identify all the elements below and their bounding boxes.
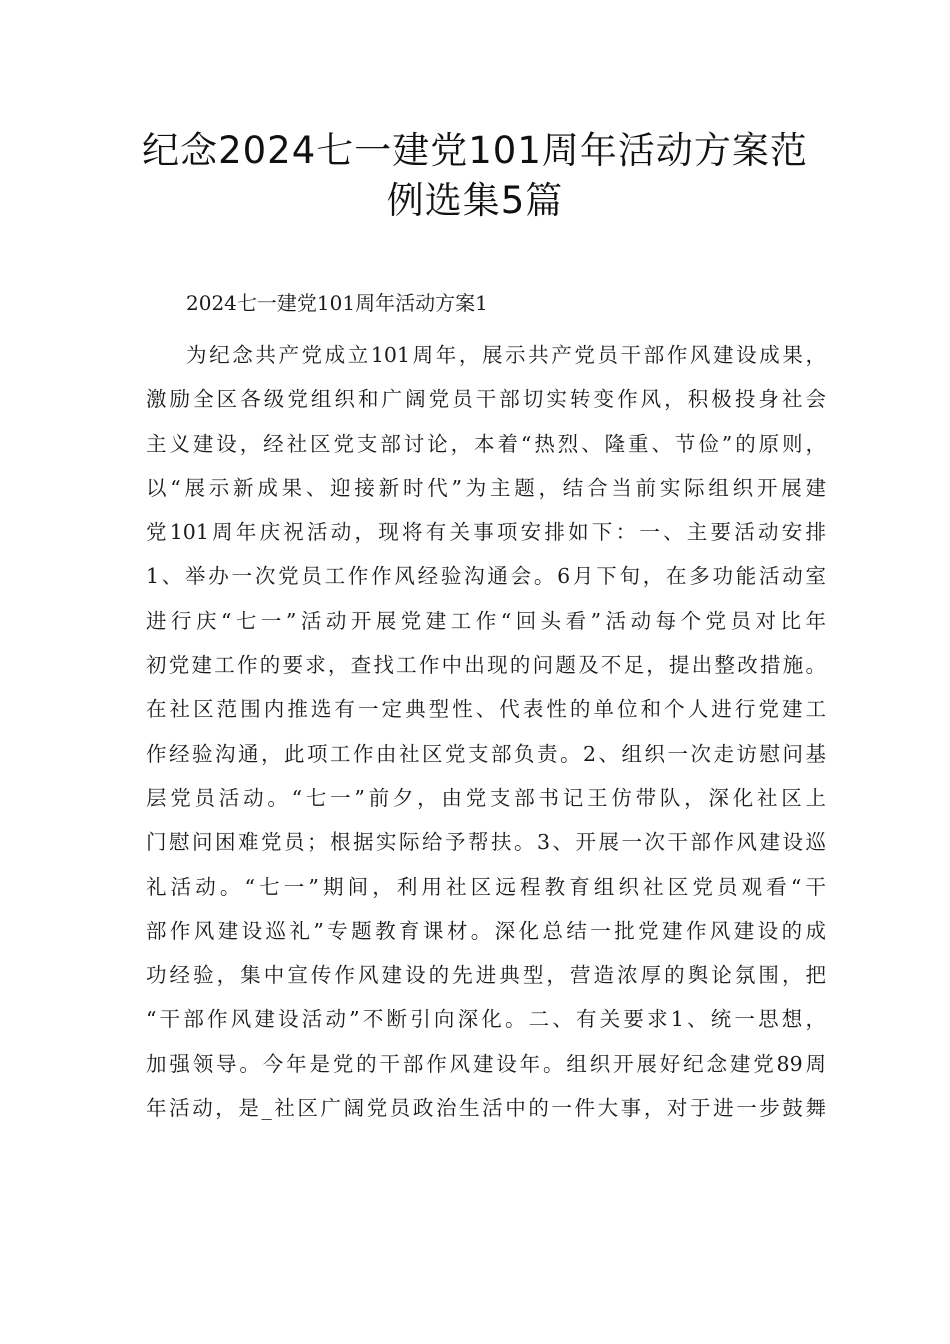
body-line: 为纪念共产党成立101周年，展示共产党员干部作风建设成果， bbox=[186, 343, 826, 367]
body-line: 党101周年庆祝活动，现将有关事项安排如下：一、主要活动安排 bbox=[146, 520, 826, 545]
body-line: 部作风建设巡礼”专题教育课材。深化总结一批党建作风建设的成 bbox=[146, 918, 826, 943]
body-line: 主义建设，经社区党支部讨论，本着“热烈、隆重、节俭”的原则， bbox=[146, 431, 826, 456]
body-line: 在社区范围内推选有一定典型性、代表性的单位和个人进行党建工 bbox=[146, 697, 826, 722]
body-line: 功经验，集中宣传作风建设的先进典型，营造浓厚的舆论氛围，把 bbox=[146, 963, 826, 988]
body-paragraph bbox=[146, 333, 826, 1130]
body-line: 门慰问困难党员；根据实际给予帮扶。3、开展一次干部作风建设巡 bbox=[146, 830, 826, 855]
body-line: 层党员活动。“七一”前夕，由党支部书记王仿带队，深化社区上 bbox=[146, 785, 826, 810]
body-line: 年活动，是_社区广阔党员政治生活中的一件大事，对于进一步鼓舞 bbox=[146, 1096, 826, 1121]
body-line: 进行庆“七一”活动开展党建工作“回头看”活动每个党员对比年 bbox=[146, 608, 826, 633]
body-line: 加强领导。今年是党的干部作风建设年。组织开展好纪念建党89周 bbox=[146, 1051, 826, 1076]
body-line: “干部作风建设活动”不断引向深化。二、有关要求1、统一思想， bbox=[146, 1007, 826, 1032]
title-line-1: 纪念2024七一建党101周年活动方案范 bbox=[142, 129, 808, 172]
body-line: 以“展示新成果、迎接新时代”为主题，结合当前实际组织开展建 bbox=[146, 475, 826, 500]
body-line: 激励全区各级党组织和广阔党员干部切实转变作风，积极投身社会 bbox=[146, 387, 826, 412]
body-line: 初党建工作的要求，查找工作中出现的问题及不足，提出整改措施。 bbox=[146, 653, 826, 678]
title-line-2: 例选集5篇 bbox=[386, 179, 564, 222]
body-line: 作经验沟通，此项工作由社区党支部负责。2、组织一次走访慰问基 bbox=[146, 741, 826, 766]
document-title bbox=[0, 126, 950, 226]
section-heading: 2024七一建党101周年活动方案1 bbox=[186, 291, 488, 315]
body-line: 礼活动。“七一”期间，利用社区远程教育组织社区党员观看“干 bbox=[146, 874, 826, 899]
body-line: 1、举办一次党员工作作风经验沟通会。6月下旬，在多功能活动室 bbox=[146, 564, 826, 589]
